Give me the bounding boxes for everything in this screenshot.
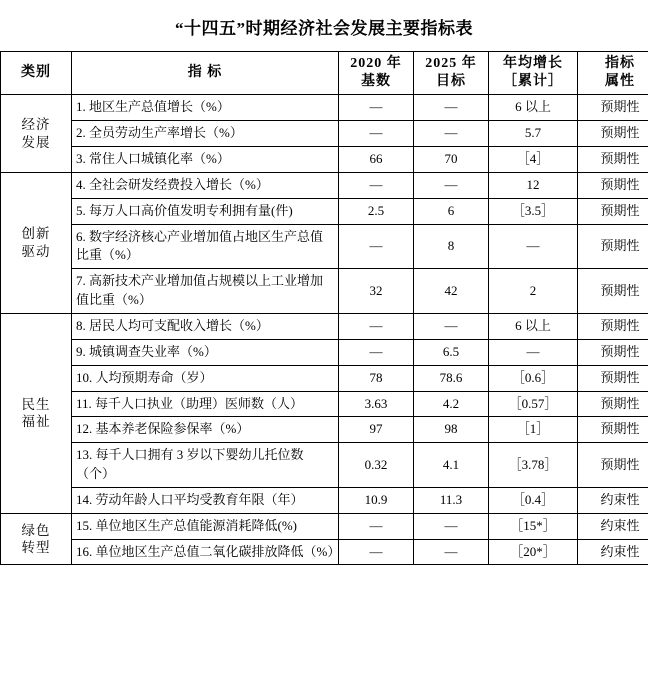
category-cell (1, 313, 72, 513)
base-value-cell: 3.63 (339, 391, 414, 417)
base-value-cell: — (339, 224, 414, 269)
growth-value-cell: ［3.78］ (489, 443, 578, 488)
growth-value-cell: — (489, 224, 578, 269)
header-attribute (578, 52, 648, 95)
indicator-cell: 6. 数字经济核心产业增加值占地区生产总值比重（%） (72, 224, 339, 269)
target-value-cell: 6.5 (414, 339, 489, 365)
header-base-year-line1: 2020 年 (343, 55, 409, 73)
target-value-cell: — (414, 95, 489, 121)
growth-value-cell: ［4］ (489, 147, 578, 173)
category-label-line1: 民生 (5, 396, 67, 414)
growth-value-cell: ［3.5］ (489, 198, 578, 224)
table-row (1, 391, 648, 417)
header-attribute-line1: 指标 (582, 55, 648, 73)
growth-value-cell: ［0.4］ (489, 487, 578, 513)
indicator-cell: 13. 每千人口拥有 3 岁以下婴幼儿托位数（个） (72, 443, 339, 488)
header-growth-line1: 年均增长 (493, 55, 573, 73)
category-label-line1: 创新 (5, 225, 67, 243)
table-row (1, 487, 648, 513)
base-value-cell: — (339, 172, 414, 198)
table-row (1, 365, 648, 391)
base-value-cell: — (339, 121, 414, 147)
indicator-cell: 4. 全社会研发经费投入增长（%） (72, 172, 339, 198)
attribute-cell: 预期性 (578, 339, 648, 365)
indicators-table (0, 51, 648, 565)
table-row (1, 417, 648, 443)
table-row (1, 95, 648, 121)
attribute-cell: 约束性 (578, 513, 648, 539)
table-row (1, 443, 648, 488)
indicator-cell: 15. 单位地区生产总值能源消耗降低(%) (72, 513, 339, 539)
base-value-cell: 97 (339, 417, 414, 443)
target-value-cell: 4.1 (414, 443, 489, 488)
growth-value-cell: 12 (489, 172, 578, 198)
table-row (1, 339, 648, 365)
attribute-cell: 预期性 (578, 269, 648, 314)
indicator-cell: 5. 每万人口高价值发明专利拥有量(件) (72, 198, 339, 224)
growth-value-cell: — (489, 339, 578, 365)
growth-value-cell: ［0.6］ (489, 365, 578, 391)
base-value-cell: — (339, 513, 414, 539)
category-cell (1, 95, 72, 173)
attribute-cell: 预期性 (578, 417, 648, 443)
target-value-cell: 98 (414, 417, 489, 443)
growth-value-cell: 6 以上 (489, 95, 578, 121)
attribute-cell: 预期性 (578, 95, 648, 121)
table-row (1, 539, 648, 565)
indicator-cell: 14. 劳动年龄人口平均受教育年限（年） (72, 487, 339, 513)
growth-value-cell: ［15*］ (489, 513, 578, 539)
category-label-line2: 发展 (5, 134, 67, 152)
page-title: “十四五”时期经济社会发展主要指标表 (0, 14, 648, 39)
indicator-cell: 2. 全员劳动生产率增长（%） (72, 121, 339, 147)
base-value-cell: — (339, 313, 414, 339)
indicator-cell: 16. 单位地区生产总值二氧化碳排放降低（%） (72, 539, 339, 565)
target-value-cell: 78.6 (414, 365, 489, 391)
target-value-cell: 11.3 (414, 487, 489, 513)
target-value-cell: 8 (414, 224, 489, 269)
attribute-cell: 预期性 (578, 172, 648, 198)
base-value-cell: — (339, 95, 414, 121)
table-row (1, 269, 648, 314)
table-header (1, 52, 648, 95)
category-label-line2: 福祉 (5, 413, 67, 431)
category-label-line1: 绿色 (5, 522, 67, 540)
table-row (1, 513, 648, 539)
category-cell (1, 172, 72, 313)
attribute-cell: 预期性 (578, 121, 648, 147)
attribute-cell: 预期性 (578, 365, 648, 391)
header-target-year (414, 52, 489, 95)
table-row (1, 147, 648, 173)
header-growth (489, 52, 578, 95)
header-growth-line2: ［累计］ (493, 73, 573, 91)
category-label-line2: 转型 (5, 539, 67, 557)
header-indicator: 指 标 (72, 52, 339, 95)
table-row (1, 224, 648, 269)
indicator-cell: 8. 居民人均可支配收入增长（%） (72, 313, 339, 339)
base-value-cell: 78 (339, 365, 414, 391)
growth-value-cell: 2 (489, 269, 578, 314)
header-base-year-line2: 基数 (343, 73, 409, 91)
base-value-cell: 66 (339, 147, 414, 173)
target-value-cell: 6 (414, 198, 489, 224)
growth-value-cell: 5.7 (489, 121, 578, 147)
table-row (1, 121, 648, 147)
attribute-cell: 预期性 (578, 313, 648, 339)
attribute-cell: 预期性 (578, 391, 648, 417)
target-value-cell: — (414, 539, 489, 565)
header-target-year-line2: 目标 (418, 73, 484, 91)
base-value-cell: — (339, 539, 414, 565)
category-cell (1, 513, 72, 565)
base-value-cell: 0.32 (339, 443, 414, 488)
attribute-cell: 约束性 (578, 539, 648, 565)
header-row (1, 52, 648, 95)
indicator-cell: 7. 高新技术产业增加值占规模以上工业增加值比重（%） (72, 269, 339, 314)
target-value-cell: — (414, 313, 489, 339)
table-row (1, 172, 648, 198)
header-base-year (339, 52, 414, 95)
base-value-cell: — (339, 339, 414, 365)
header-target-year-line1: 2025 年 (418, 55, 484, 73)
header-category: 类别 (1, 52, 72, 95)
category-label-line1: 经济 (5, 116, 67, 134)
table-body (1, 95, 648, 565)
growth-value-cell: ［1］ (489, 417, 578, 443)
category-label-line2: 驱动 (5, 243, 67, 261)
indicator-cell: 12. 基本养老保险参保率（%） (72, 417, 339, 443)
base-value-cell: 10.9 (339, 487, 414, 513)
indicator-cell: 3. 常住人口城镇化率（%） (72, 147, 339, 173)
target-value-cell: 4.2 (414, 391, 489, 417)
table-row (1, 198, 648, 224)
attribute-cell: 预期性 (578, 147, 648, 173)
target-value-cell: — (414, 172, 489, 198)
base-value-cell: 32 (339, 269, 414, 314)
attribute-cell: 预期性 (578, 443, 648, 488)
indicator-cell: 9. 城镇调查失业率（%） (72, 339, 339, 365)
attribute-cell: 预期性 (578, 198, 648, 224)
indicator-cell: 1. 地区生产总值增长（%） (72, 95, 339, 121)
table-row (1, 313, 648, 339)
attribute-cell: 约束性 (578, 487, 648, 513)
indicator-cell: 10. 人均预期寿命（岁） (72, 365, 339, 391)
growth-value-cell: ［0.57］ (489, 391, 578, 417)
indicator-cell: 11. 每千人口执业（助理）医师数（人） (72, 391, 339, 417)
attribute-cell: 预期性 (578, 224, 648, 269)
growth-value-cell: ［20*］ (489, 539, 578, 565)
document-page (0, 14, 648, 673)
target-value-cell: 70 (414, 147, 489, 173)
base-value-cell: 2.5 (339, 198, 414, 224)
target-value-cell: — (414, 121, 489, 147)
growth-value-cell: 6 以上 (489, 313, 578, 339)
target-value-cell: 42 (414, 269, 489, 314)
target-value-cell: — (414, 513, 489, 539)
header-attribute-line2: 属性 (582, 73, 648, 91)
